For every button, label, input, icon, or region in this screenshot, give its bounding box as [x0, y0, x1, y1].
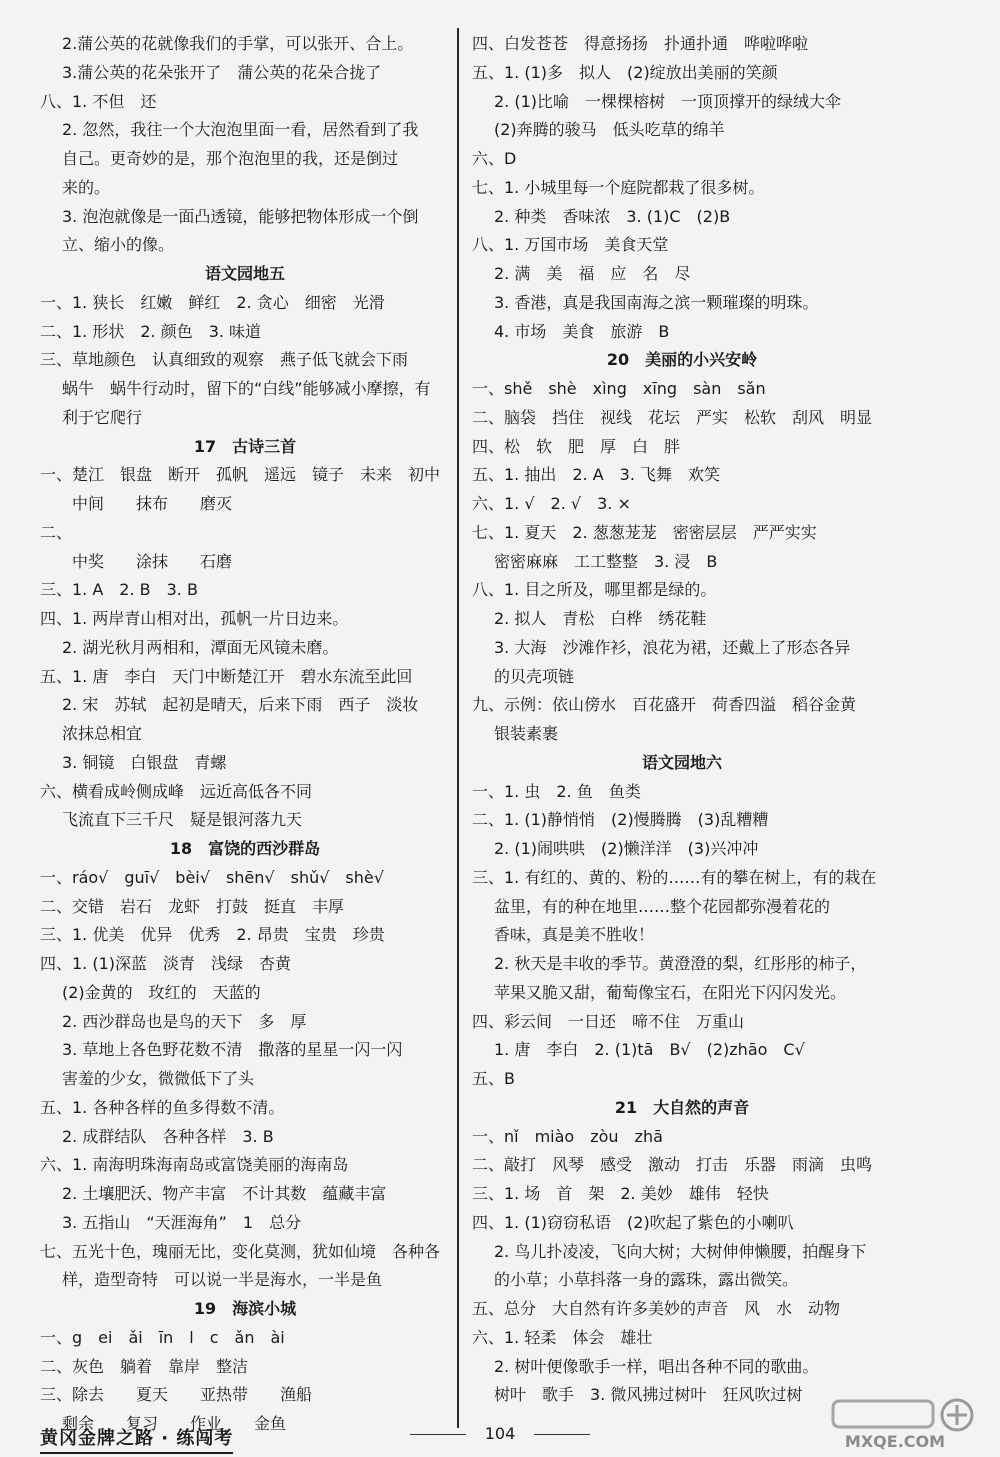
right-answer-line: 1. 唐 李白 2. (1)tā B√ (2)zhāo C√ [494, 1040, 805, 1060]
left-answer-line: 一、1. 狭长 红嫩 鲜红 2. 贪心 细密 光滑 [40, 292, 385, 312]
right-answer-line: 三、1. 有红的、黄的、粉的……有的攀在树上，有的栽在 [472, 867, 877, 887]
right-answer-line: 五、1. 抽出 2. A 3. 飞舞 欢笑 [472, 465, 721, 485]
left-answer-line: 3. 铜镜 白银盘 青螺 [62, 752, 227, 772]
right-answer-line: 一、shě shè xìng xīng sàn sǎn [472, 379, 766, 398]
right-answer-line: 2. (1)闹哄哄 (2)懒洋洋 (3)兴冲冲 [494, 839, 759, 858]
left-answer-line: 2.蒲公英的花就像我们的手掌，可以张开、合上。 [62, 34, 414, 53]
left-answer-line: 六、横看成岭侧成峰 远近高低各不同 [40, 781, 313, 801]
right-answer-line: 二、脑袋 挡住 视线 花坛 严实 松软 刮风 明显 [472, 407, 873, 427]
right-answer-line: 盆里，有的种在地里……整个花园都弥漫着花的 [494, 896, 831, 916]
left-answer-line: 一、ráo√ guī√ bèi√ shēn√ shǔ√ shè√ [40, 867, 384, 887]
right-answer-line: 四、彩云间 一日还 啼不住 万重山 [472, 1011, 745, 1031]
right-answer-line: 五、B [472, 1069, 515, 1088]
left-answer-line: 三、草地颜色 认真细致的观察 燕子低飞就会下雨 [40, 350, 409, 370]
right-answer-line: 银装素裹 [494, 724, 559, 743]
right-answer-line: 2. 种类 香味浓 3. (1)C (2)B [494, 206, 731, 226]
right-answer-line: 2. (1)比喻 一棵棵榕树 一顶顶撑开的绿绒大伞 [494, 91, 842, 111]
left-answer-line: 四、1. 两岸青山相对出，孤帆一片日边来。 [40, 609, 349, 628]
right-answer-line: 五、1. (1)多 拟人 (2)绽放出美丽的笑颜 [472, 62, 778, 82]
left-answer-line: 三、1. 优美 优异 优秀 2. 昂贵 宝贵 珍贵 [40, 925, 385, 945]
right-answer-line: 2. 鸟儿扑凌凌，飞向大树；大树伸伸懒腰，拍醒身下 [494, 1241, 867, 1261]
left-answer-line: 蜗牛 蜗牛行动时，留下的“白线”能够减小摩擦，有 [62, 379, 431, 398]
book-series-title: 黄冈金牌之路 · 练闯考 [40, 1424, 233, 1454]
page-number: 104 [484, 1424, 516, 1443]
right-answer-line: 树叶 歌手 3. 微风拂过树叶 狂风吹过树 [494, 1385, 803, 1405]
left-answer-line: 四、1. (1)深蓝 淡青 浅绿 杏黄 [40, 954, 292, 973]
right-answer-line: 八、1. 目之所及，哪里都是绿的。 [472, 580, 717, 600]
left-answer-line: 来的。 [62, 177, 111, 197]
right-answer-line: 七、1. 小城里每一个庭院都栽了很多树。 [472, 177, 765, 197]
answer-stamp-logo-icon [825, 1395, 980, 1450]
left-answer-line: 三、除去 夏天 亚热带 渔船 [40, 1385, 313, 1405]
left-answer-line: 中间 抹布 磨灭 [40, 494, 233, 513]
right-answer-line: 四、白发苍苍 得意扬扬 扑通扑通 哗啦哗啦 [472, 34, 809, 53]
right-answer-line: 七、1. 夏天 2. 葱葱茏茏 密密层层 严严实实 [472, 522, 817, 542]
left-answer-line: 2. 土壤肥沃、物产丰富 不计其数 蕴藏丰富 [62, 1184, 387, 1203]
right-section-heading: 20 美丽的小兴安岭 [606, 350, 758, 370]
left-answer-line: 2. 宋 苏轼 起初是晴天，后来下雨 西子 淡妆 [62, 695, 419, 715]
right-answer-line: 一、1. 虫 2. 鱼 鱼类 [472, 781, 641, 801]
left-section-heading: 17 古诗三首 [193, 436, 297, 456]
page-number-dash-left [410, 1434, 466, 1435]
right-answer-line: 九、示例：依山傍水 百花盛开 荷香四溢 稻谷金黄 [472, 695, 857, 715]
right-answer-line: 二、1. (1)静悄悄 (2)慢腾腾 (3)乱糟糟 [472, 810, 769, 830]
left-answer-line: 飞流直下三千尺 疑是银河落九天 [62, 810, 303, 830]
right-answer-line: 2. 树叶便像歌手一样，唱出各种不同的歌曲。 [494, 1356, 819, 1376]
left-answer-line: 2. 成群结队 各种各样 3. B [62, 1126, 274, 1146]
left-answer-line: 剩余 复习 作业 金鱼 [62, 1414, 287, 1433]
right-answer-line: (2)奔腾的骏马 低头吃草的绵羊 [494, 120, 725, 140]
left-answer-line: 3. 草地上各色野花数不清 撒落的星星一闪一闪 [62, 1040, 403, 1060]
left-answer-line: 三、1. A 2. B 3. B [40, 580, 198, 600]
right-answer-line: 六、D [472, 149, 517, 168]
left-answer-line: (2)金黄的 玫红的 天蓝的 [62, 982, 261, 1002]
left-answer-line: 2. 西沙群岛也是鸟的天下 多 厚 [62, 1011, 307, 1031]
left-answer-line: 二、1. 形状 2. 颜色 3. 味道 [40, 321, 262, 341]
right-answer-line: 四、1. (1)窃窃私语 (2)吹起了紫色的小喇叭 [472, 1212, 794, 1232]
right-answer-line: 三、1. 场 首 架 2. 美妙 雄伟 轻快 [472, 1184, 769, 1203]
left-answer-line: 利于它爬行 [62, 407, 143, 427]
right-answer-line: 四、松 软 肥 厚 白 胖 [472, 436, 681, 456]
page-number-dash-right [534, 1434, 590, 1435]
right-answer-line: 八、1. 万国市场 美食天堂 [472, 235, 669, 255]
left-answer-line: 中奖 涂抹 石磨 [40, 551, 233, 571]
left-answer-line: 3. 泡泡就像是一面凸透镜，能够把物体形成一个倒 [62, 206, 419, 226]
left-answer-line: 一、g ei ǎi īn l c ǎn ài [40, 1327, 285, 1347]
left-answer-line: 二、 [40, 522, 241, 542]
right-answer-line: 苹果又脆又甜，葡萄像宝石，在阳光下闪闪发光。 [494, 982, 847, 1002]
right-answer-line: 的贝壳项链 [494, 666, 575, 686]
right-answer-line: 密密麻麻 工工整整 3. 浸 B [494, 551, 718, 571]
right-answer-line: 2. 秋天是丰收的季节。黄澄澄的梨，红彤彤的柿子， [494, 954, 867, 973]
right-answer-line: 2. 满 美 福 应 名 尽 [494, 264, 691, 283]
left-column [40, 30, 450, 1439]
left-answer-line: 五、1. 各种各样的鱼多得数不清。 [40, 1097, 285, 1117]
left-answer-line: 八、1. 不但 还 [40, 91, 157, 111]
left-answer-line: 六、1. 南海明珠海南岛或富饶美丽的海南岛 [40, 1155, 349, 1175]
right-section-heading: 语文园地六 [641, 752, 722, 772]
left-answer-line: 2. 忽然，我往一个大泡泡里面一看，居然看到了我 [62, 120, 419, 140]
left-answer-line: 样，造型奇特 可以说一半是海水，一半是鱼 [62, 1270, 383, 1290]
left-answer-line: 二、交错 岩石 龙虾 打鼓 挺直 丰厚 [40, 896, 345, 916]
right-section-heading: 21 大自然的声音 [614, 1097, 750, 1117]
left-answer-line: 2. 湖光秋月两相和，潭面无风镜未磨。 [62, 637, 339, 657]
left-section-heading: 19 海滨小城 [193, 1299, 297, 1318]
right-answer-line: 五、总分 大自然有许多美妙的声音 风 水 动物 [472, 1299, 841, 1318]
left-answer-line: 一、楚江 银盘 断开 孤帆 遥远 镜子 未来 初中 [40, 465, 441, 485]
right-column [472, 30, 892, 1410]
left-section-heading: 18 富饶的西沙群岛 [169, 839, 321, 858]
left-answer-line: 3.蒲公英的花朵张开了 蒲公英的花朵合拢了 [62, 62, 382, 82]
left-answer-line: 3. 五指山 “天涯海角” 1 总分 [62, 1212, 302, 1232]
left-answer-line: 立、缩小的像。 [62, 235, 175, 255]
right-answer-line: 4. 市场 美食 旅游 B [494, 321, 670, 341]
right-answer-line: 2. 拟人 青松 白桦 绣花鞋 [494, 609, 707, 628]
left-answer-line: 自己。更奇妙的是，那个泡泡里的我，还是倒过 [62, 149, 399, 168]
right-answer-line: 3. 香港，真是我国南海之滨一颗璀璨的明珠。 [494, 292, 819, 312]
left-section-heading: 语文园地五 [204, 264, 285, 283]
column-divider [457, 28, 459, 1428]
right-answer-line: 香味，真是美不胜收！ [494, 925, 655, 945]
left-answer-line: 浓抹总相宜 [62, 724, 143, 743]
right-answer-line: 的小草；小草抖落一身的露珠，露出微笑。 [494, 1270, 799, 1290]
right-answer-line: 六、1. 轻柔 体会 雄壮 [472, 1327, 653, 1347]
right-answer-line: 六、1. √ 2. √ 3. × [472, 494, 631, 513]
right-answer-line: 二、敲打 风琴 感受 激动 打击 乐器 雨滴 虫鸣 [472, 1155, 873, 1175]
right-answer-line: 一、nǐ miào zòu zhā [472, 1126, 663, 1146]
left-answer-line: 害羞的少女，微微低下了头 [62, 1069, 255, 1088]
right-answer-line: 3. 大海 沙滩作衫，浪花为裙，还戴上了形态各异 [494, 637, 851, 657]
left-answer-line: 七、五光十色，瑰丽无比，变化莫测，犹如仙境 各种各 [40, 1241, 441, 1261]
watermark-site-text: MXQE.COM [844, 1432, 946, 1450]
left-answer-line: 五、1. 唐 李白 天门中断楚江开 碧水东流至此回 [40, 666, 413, 686]
left-answer-line: 二、灰色 躺着 靠岸 整洁 [40, 1356, 249, 1376]
